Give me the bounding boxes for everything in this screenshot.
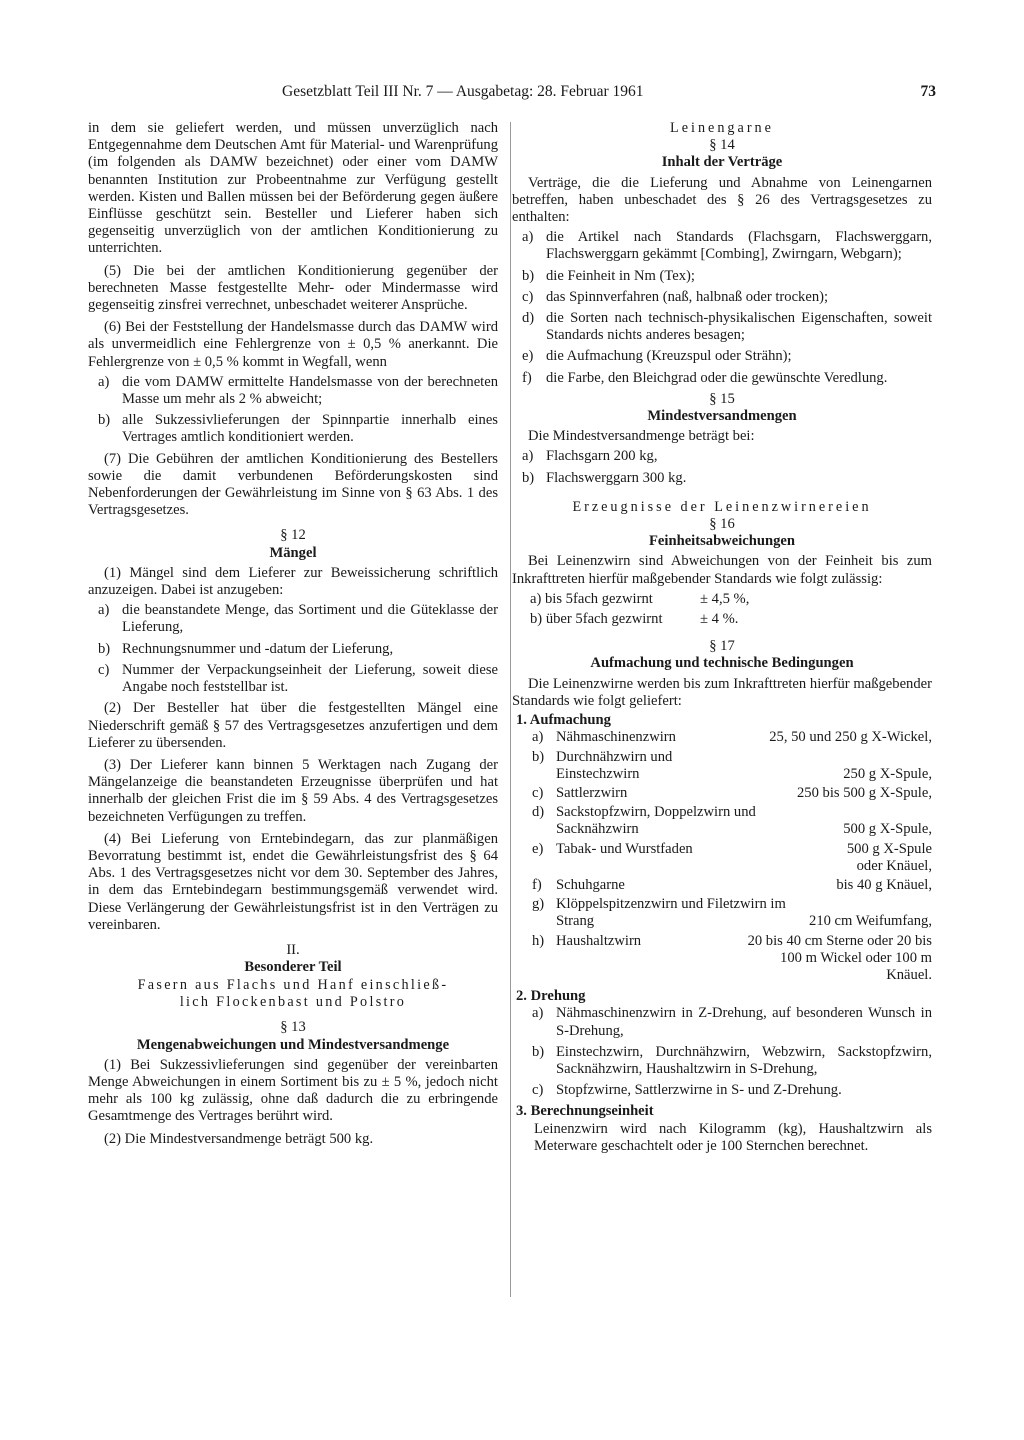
list-item [512,1082,932,1099]
list-value: 210 cm Weifumfang, [809,913,932,930]
list-value: bis 40 g Knäuel, [836,876,932,893]
list-label: a) [522,229,534,246]
section-16-number: § 16 [709,516,735,533]
list-label: b) [522,469,535,486]
section-12-para-2: (2) Der Besteller hat über die festgestellten Mängel eine Niederschrift gemäß § 57 des Vertragsgesetzes anzufertigen und dem Lieferer zu übersenden. [88,700,498,751]
aufmachung-row [512,896,932,930]
list-text: Flachswerggarn 300 kg. [546,469,687,486]
list-item [512,370,932,387]
list-label: d) [532,804,545,821]
section-17-title: Aufmachung und technische Bedingungen [590,655,854,672]
list-label: b) [98,412,111,429]
list-label: e) [532,840,544,857]
section-14-number: § 14 [709,137,735,154]
left-column [88,120,498,1153]
list-text: Nummer der Verpackungseinheit der Lieferung, soweit diese Angabe noch feststellbar ist. [122,661,498,696]
list-text: alle Sukzessivlieferungen der Spinnpartie innerhalb eines Vertrages amtlich konditioniert werden. [122,412,498,446]
list-label: g) [532,896,545,913]
section-13-para-2: (2) Die Mindestversandmenge beträgt 500 kg. [104,1130,374,1147]
list-text: die Sorten nach technisch-physikalischen Eigenschaften, soweit Standards nichts anderes besagen; [546,310,932,344]
list-value: 500 g X-Spule, [843,821,932,838]
list-label: b) [532,1043,545,1060]
tolerance-label: a) bis 5fach gezwirnt [530,590,653,607]
list-item [88,412,498,446]
section-17-para: Die Leinenzwirne werden bis zum Inkrafttreten hierfür maßgebender Standards wie folgt geliefert: [512,675,932,709]
list-text: die Aufmachung (Kreuzspul oder Strähn); [546,348,792,365]
list-text: Nähmaschinenzwirn [556,729,676,746]
list-text: die Farbe, den Bleichgrad oder die gewünschte Veredlung. [546,369,888,386]
list-value: 250 g X-Spule, [843,765,932,782]
section-13-title: Mengenabweichungen und Mindestversandmenge [136,1036,450,1053]
column-divider [510,122,511,1297]
list-item [88,602,498,636]
list-text: Sattlerzwirn [556,784,628,801]
list-text: Tabak- und Wurstfaden [556,840,693,857]
list-item [512,268,932,285]
section-14-title: Inhalt der Verträge [661,154,783,171]
group-heading-line-2: lich Flockenbast und Polstro [179,994,407,1011]
list-item [512,348,932,365]
list-label: a) [98,373,110,390]
section-13-para-1: (1) Bei Sukzessivlieferungen sind gegenüber der vereinbarten Menge Abweichungen in einem Sortiment bis zu ± 5 %, jedoch nicht mehr als 100 kg zulässig, ohne daß dadurch die zu erbringende Gesamtmenge des Vertrages berührt wird. [88,1056,498,1125]
list-text: Sackstopfzwirn, Doppelzwirn und Sacknähzwirn [556,804,756,838]
list-item [512,1005,932,1039]
list-item [512,1044,932,1078]
list-text: die beanstandete Menge, das Sortiment und die Güteklasse der Lieferung, [122,602,498,636]
paragraph-7: (7) Die Gebühren der amtlichen Konditionierung des Bestellers sowie die damit verbundenen Beförderungskosten sind Nebenforderungen der Gewährleistung im Sinne von § 63 Abs. 1 des Vertragsgesetzes. [88,450,498,519]
paragraph-continuation: in dem sie geliefert werden, und müssen unverzüglich nach Entgegennahme dem Deutschen Amt für Material- und Warenprüfung (im folgenden als DAMW bezeichnet) oder einer vom DAMW benannten Institution zur Probeentnahme zur Verfügung gestellt werden. Kisten und Ballen müssen bei der Beförderung gegen äußere Einflüsse geschützt sein. Besteller und Lieferer haben sich gegenseitig unverzüglich von der amtlichen Konditionierung zu unterrichten. [88,120,498,257]
list-label: a) [532,1005,544,1022]
list-item [512,289,932,306]
list-value: 25, 50 und 250 g X-Wickel, [769,729,932,746]
subheading-aufmachung: 1. Aufmachung [516,712,611,729]
list-item [512,229,932,263]
aufmachung-row [512,729,932,746]
section-12-para-1: (1) Mängel sind dem Lieferer zur Beweissicherung schriftlich anzuzeigen. Dabei ist anzugeben: [88,564,498,599]
list-text: Stopfzwirne, Sattlerzwirne in S- und Z-Drehung. [556,1082,842,1099]
aufmachung-row [512,877,932,894]
list-label: f) [532,876,542,893]
list-text: Durchnähzwirn und Einstechzwirn [556,748,673,782]
subheading-berechnungseinheit: 3. Berechnungseinheit [516,1103,654,1120]
paragraph-6: (6) Bei der Feststellung der Handelsmasse durch das DAMW wird als unvermeidlich eine Fehlergrenze von ± 0,5 % anerkannt. Die Fehlergrenze von ± 0,5 % kommt in Wegfall, wenn [88,319,498,370]
list-text: die Artikel nach Standards (Flachsgarn, Flachswerggarn, Flachswerggarn gekämmt [Combing], Zwirngarn, Webgarn); [546,229,932,263]
list-label: b) [98,640,111,657]
list-item [512,470,932,487]
list-item [88,374,498,408]
paragraph-5: (5) Die bei der amtlichen Konditionierung gegenüber der berechneten Masse festgestellte Mehr- oder Mindermasse wird gegenseitig zinsfrei verrechnet, unbeschadet weiterer Ansprüche. [88,262,498,314]
group-heading-line-1: Fasern aus Flachs und Hanf einschließ- [137,977,449,994]
group-heading-leinenzwirnereien: Erzeugnisse der Leinenzwirnereien [572,498,872,515]
list-text: die vom DAMW ermittelte Handelsmasse von der berechneten Masse um mehr als 2 % abweicht; [122,373,498,408]
section-12-number: § 12 [280,527,306,544]
aufmachung-row [512,804,932,838]
group-heading-leinengarne: Leinengarne [670,120,774,136]
running-head [282,82,936,102]
section-12-para-3: (3) Der Lieferer kann binnen 5 Werktagen nach Zugang der Mängelanzeige die beanstandeten Erzeugnisse überprüfen und hat innerhalb der gleichen Frist die im § 59 Abs. 4 des Vertragsgesetzes bezeichneten Verfügungen zu treffen. [88,756,498,825]
aufmachung-row [512,841,932,875]
tolerance-value: ± 4 %. [700,611,739,628]
list-label: c) [532,1082,544,1099]
list-text: Klöppelspitzenzwirn und Filetzwirn im Strang [556,896,786,930]
list-label: h) [532,932,545,949]
part-number: II. [286,941,300,958]
list-value: 500 g X-Spule oder Knäuel, [846,840,932,874]
list-label: f) [522,369,532,386]
tolerance-label: b) über 5fach gezwirnt [530,611,663,628]
list-label: a) [522,448,534,465]
page-number: 73 [920,83,936,100]
section-15-para: Die Mindestversandmenge beträgt bei: [528,428,755,445]
list-item [88,662,498,696]
list-label: b) [532,748,545,765]
section-15-title: Mindestversandmengen [647,408,797,425]
tolerance-row [512,611,932,628]
list-label: a) [532,729,544,746]
section-14-para: Verträge, die die Lieferung und Abnahme von Leinengarnen betreffen, haben unbeschadet des § 26 des Vertragsgesetzes zu enthalten: [512,174,932,226]
aufmachung-row [512,785,932,802]
list-item [88,641,498,658]
list-text: Schuhgarne [556,876,625,893]
list-item [512,448,932,465]
list-text: Rechnungsnummer und -datum der Lieferung, [122,640,394,657]
list-label: c) [522,288,534,305]
aufmachung-row [512,749,932,783]
section-12-title: Mängel [269,544,317,561]
section-16-title: Feinheitsabweichungen [649,533,795,550]
list-label: e) [522,348,534,365]
section-12-para-4: (4) Bei Lieferung von Erntebindegarn, das zur planmäßigen Bevorratung bestimmt ist, endet die Gewährleistungsfrist des § 64 Abs. 1 des Vertragsgesetzes nicht vor dem 30. September des Jahres, in dem das Erntebindegarn bestimmungsgemäß verwendet wird. Diese Verlängerung der Gewährleistungsfrist ist in den Verträgen zu vereinbaren. [88,830,498,933]
running-head-text: Gesetzblatt Teil III Nr. 7 — Ausgabetag: 28. Februar 1961 [282,83,644,100]
aufmachung-row [512,933,932,985]
section-16-para: Bei Leinenzwirn sind Abweichungen von der Feinheit bis zum Inkrafttreten hierfür maßgebender Standards wie folgt zulässig: [512,553,932,587]
tolerance-row [512,591,932,608]
list-text: Einstechzwirn, Durchnähzwirn, Webzwirn, Sackstopfzwirn, Sacknähzwirn, Haushaltzwirn in S-Drehung, [556,1043,932,1077]
list-label: a) [98,602,110,619]
section-17-number: § 17 [709,638,735,655]
list-text: das Spinnverfahren (naß, halbnaß oder trocken); [546,288,829,305]
list-label: c) [98,661,110,678]
section-15-number: § 15 [709,390,735,407]
list-value: 250 bis 500 g X-Spule, [797,784,932,801]
list-label: c) [532,784,544,801]
list-label: b) [522,267,535,284]
list-text: Flachsgarn 200 kg, [546,448,658,465]
subheading-drehung: 2. Drehung [516,988,586,1005]
list-label: d) [522,310,535,327]
list-text: Nähmaschinenzwirn in Z-Drehung, auf besonderen Wunsch in S-Drehung, [556,1005,932,1039]
right-column [512,120,932,1158]
list-text: Haushaltzwirn [556,932,642,949]
part-title: Besonderer Teil [244,959,342,976]
list-item [512,310,932,344]
berechnungseinheit-text: Leinenzwirn wird nach Kilogramm (kg), Haushaltzwirn als Meterware geschachtelt oder je 100 Sternchen berechnet. [534,1120,932,1154]
list-value: 20 bis 40 cm Sterne oder 20 bis 100 m Wickel oder 100 m Knäuel. [747,932,932,983]
list-text: die Feinheit in Nm (Tex); [546,267,695,284]
section-13-number: § 13 [280,1019,306,1036]
tolerance-value: ± 4,5 %, [700,590,750,607]
